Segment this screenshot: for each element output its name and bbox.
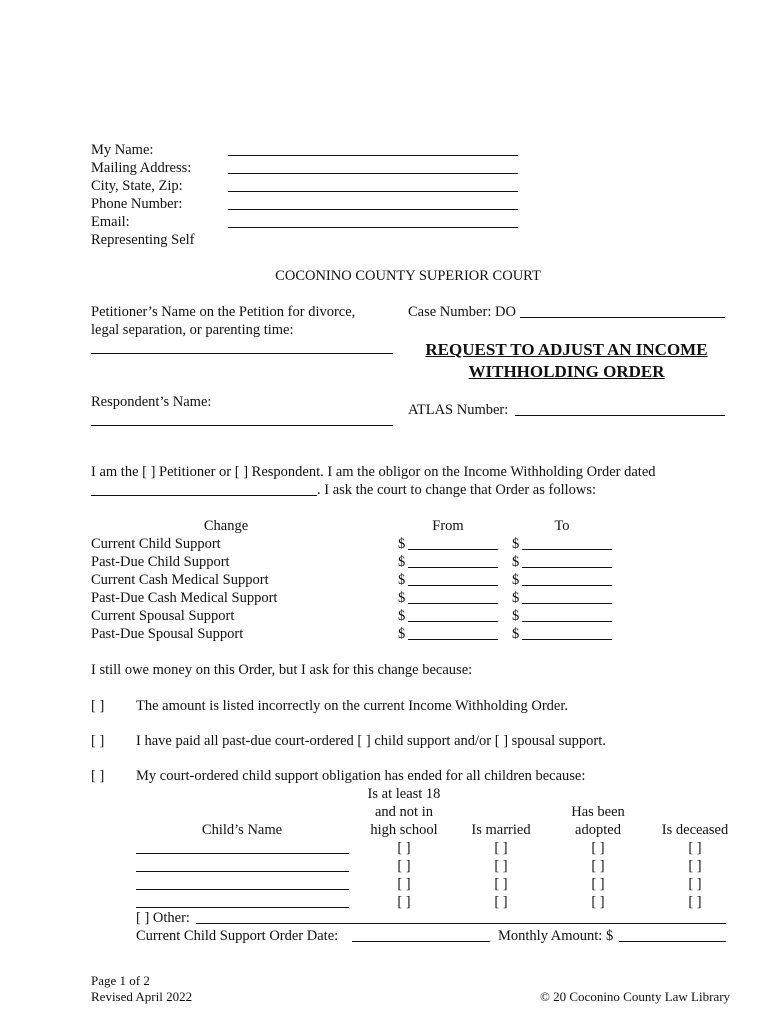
current-order-date-field[interactable] [352,941,490,942]
from-amount-field[interactable] [408,621,498,622]
change-row-label: Current Cash Medical Support [91,572,269,588]
child-name-field[interactable] [136,907,349,908]
to-currency-sign: $ [512,554,520,570]
to-amount-field[interactable] [522,639,612,640]
respondent-label: Respondent’s Name: [91,394,212,410]
from-currency-sign: $ [398,572,406,588]
monthly-amount-label: Monthly Amount: $ [498,928,614,944]
to-currency-sign: $ [512,590,520,606]
childs-name-column-header: Child’s Name [201,822,283,838]
city-state-zip-label: City, State, Zip: [91,178,183,194]
other-reason-field[interactable] [196,923,726,924]
from-currency-sign: $ [398,554,406,570]
to-amount-field[interactable] [522,549,612,550]
age-checkbox[interactable]: [ ] [397,876,411,892]
adopted-column-header-line1: Has been [571,804,625,820]
from-column-header: From [432,518,464,534]
city-state-zip-field[interactable] [228,191,518,192]
from-currency-sign: $ [398,608,406,624]
adopted-column-header-line2: adopted [575,822,621,838]
my-name-field[interactable] [228,155,518,156]
adopted-checkbox[interactable]: [ ] [591,894,605,910]
married-checkbox[interactable]: [ ] [494,858,508,874]
mailing-address-label: Mailing Address: [91,160,192,176]
deceased-checkbox[interactable]: [ ] [688,894,702,910]
petitioner-label-line1: Petitioner’s Name on the Petition for divorce, [91,304,356,320]
to-currency-sign: $ [512,536,520,552]
from-amount-field[interactable] [408,549,498,550]
age-column-header-line2: and not in [375,804,433,820]
other-reason-label: [ ] Other: [136,910,190,926]
monthly-amount-field[interactable] [619,941,726,942]
age-checkbox[interactable]: [ ] [397,894,411,910]
from-amount-field[interactable] [408,567,498,568]
email-field[interactable] [228,227,518,228]
reason-checkbox[interactable]: [ ] [91,733,105,749]
order-date-field[interactable] [91,495,317,496]
from-amount-field[interactable] [408,603,498,604]
representing-self-label: Representing Self [91,232,195,248]
reason-intro: I still owe money on this Order, but I ask for this change because: [91,662,473,678]
case-number-label: Case Number: DO [408,304,516,320]
deceased-checkbox[interactable]: [ ] [688,858,702,874]
order-date-label: Current Child Support Order Date: [136,928,339,944]
change-request-statement: . I ask the court to change that Order as follows: [317,482,597,498]
to-currency-sign: $ [512,626,520,642]
child-name-field[interactable] [136,871,349,872]
court-name: COCONINO COUNTY SUPERIOR COURT [275,268,541,284]
phone-number-field[interactable] [228,209,518,210]
my-name-label: My Name: [91,142,154,158]
mailing-address-field[interactable] [228,173,518,174]
change-row-label: Current Child Support [91,536,221,552]
petitioner-label-line2: legal separation, or parenting time: [91,322,294,338]
deceased-column-header: Is deceased [661,822,729,838]
age-column-header-line3: high school [370,822,438,838]
copyright-notice: © 20 Coconino County Law Library [540,989,731,1004]
email-label: Email: [91,214,130,230]
form-title-line1: REQUEST TO ADJUST AN INCOME [425,340,708,359]
adopted-checkbox[interactable]: [ ] [591,876,605,892]
reason-text: The amount is listed incorrectly on the current Income Withholding Order. [136,698,569,714]
from-currency-sign: $ [398,626,406,642]
change-row-label: Past-Due Child Support [91,554,230,570]
to-amount-field[interactable] [522,621,612,622]
change-column-header: Change [203,518,249,534]
change-row-label: Past-Due Spousal Support [91,626,244,642]
to-amount-field[interactable] [522,585,612,586]
deceased-checkbox[interactable]: [ ] [688,876,702,892]
to-amount-field[interactable] [522,603,612,604]
age-checkbox[interactable]: [ ] [397,858,411,874]
page-number: Page 1 of 2 [91,973,150,988]
phone-number-label: Phone Number: [91,196,183,212]
to-column-header: To [554,518,570,534]
child-name-field[interactable] [136,853,349,854]
atlas-number-label: ATLAS Number: [408,402,509,418]
age-checkbox[interactable]: [ ] [397,840,411,856]
to-amount-field[interactable] [522,567,612,568]
obligor-statement: I am the [ ] Petitioner or [ ] Respondent. I am the obligor on the Income Withholding Order dated [91,464,656,480]
married-checkbox[interactable]: [ ] [494,876,508,892]
adopted-checkbox[interactable]: [ ] [591,858,605,874]
to-currency-sign: $ [512,572,520,588]
reason-text: My court-ordered child support obligation has ended for all children because: [136,768,586,784]
married-checkbox[interactable]: [ ] [494,840,508,856]
reason-text: I have paid all past-due court-ordered [ ] child support and/or [ ] spousal support. [136,733,606,749]
to-currency-sign: $ [512,608,520,624]
from-amount-field[interactable] [408,639,498,640]
adopted-checkbox[interactable]: [ ] [591,840,605,856]
from-currency-sign: $ [398,590,406,606]
form-title-line2: WITHHOLDING ORDER [468,362,665,381]
respondent-name-field[interactable] [91,425,393,426]
reason-checkbox[interactable]: [ ] [91,698,105,714]
atlas-number-field[interactable] [515,415,725,416]
married-column-header: Is married [471,822,531,838]
revised-date: Revised April 2022 [91,989,193,1004]
age-column-header-line1: Is at least 18 [367,786,441,802]
married-checkbox[interactable]: [ ] [494,894,508,910]
reason-checkbox[interactable]: [ ] [91,768,105,784]
child-name-field[interactable] [136,889,349,890]
change-row-label: Past-Due Cash Medical Support [91,590,278,606]
deceased-checkbox[interactable]: [ ] [688,840,702,856]
from-amount-field[interactable] [408,585,498,586]
change-row-label: Current Spousal Support [91,608,235,624]
from-currency-sign: $ [398,536,406,552]
petitioner-name-field[interactable] [91,353,393,354]
case-number-field[interactable] [520,317,725,318]
